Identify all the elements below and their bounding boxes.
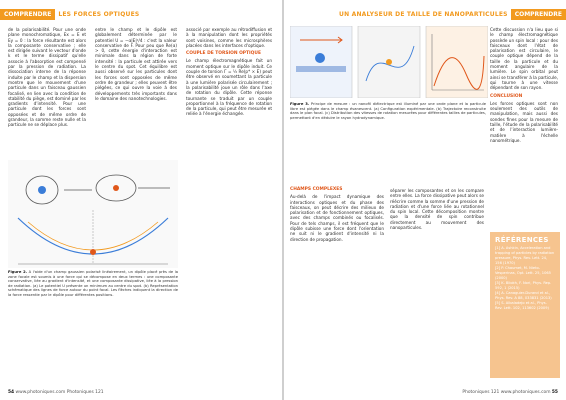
left-page: [0, 0, 282, 400]
right-side-column: [490, 27, 558, 182]
header-title-right: UN ANALYSEUR DE TAILLE DE NANOPARTICULES: [339, 11, 508, 18]
left-footer: [8, 390, 104, 395]
reference-item: [3] K. Bliokh, F. Nori, Phys. Rep. 592, 1 (2015): [495, 281, 552, 290]
conclusion-text: Les forces optiques sont non seulement des outils de manipulation, mais aussi des sondes fines pour la mesure de taille, l'étude de la polarisabilité et de l'interaction lumière-matière à l'échelle nanométrique.: [490, 100, 558, 143]
column-3-body: Le champ électromagnétique fait un moment optique sur le dipôle induit. Ce couple de torsion Γ = ½ Re(p* × E) peut être observé en soumettant la particule à une lumière polarisée circulairement ; la polarisabilité joue un rôle dans l'axe de rotation du dipôle. Cette réponse tournante se traduit par un couple proportionnel à la fréquence de rotation de la particule, qui peut être mesurée et reliée à l'énergie échangée.: [186, 58, 272, 117]
reference-item: [4] A. Canaguier-Durand et al., Phys. Rev. A 88, 033831 (2013): [495, 291, 552, 300]
reference-item: [2] P. Chaumet, M. Nieto-Vesperinas, Opt. Lett. 25, 1065 (2000): [495, 266, 551, 280]
subheading-champs-complexes: CHAMPS COMPLEXES: [290, 187, 343, 192]
figure-3-caption-text: Principe de mesure : un nanofil diélectrique est illuminé par une onde plane et la particule libre est piégée dans le champ évanescent. (a) Configuration expérimentale. (b) Trajectoire reconstruite dans le plan focal. (c) Distribution des vitesses de rotation mesurées pour différentes tailles de particules, permettant d'en déduire le rayon hydrodynamique.: [290, 102, 486, 120]
figure-2-illustration: [8, 160, 178, 268]
references-title: RÉFÉRENCES: [495, 236, 549, 244]
figure-2-label: Figure 2.: [8, 270, 28, 274]
figure-2-caption-text: À l'aide d'un champ gaussien polarisé linéairement, un dipôle placé près de la zone focale est soumis à une force qui se décompose en deux termes : une composante conservative, liée au gradient d'intensité, et une composante dissipative, liée à la pression de radiation. (a) Le potentiel U présente un minimum au centre du spot. (b) Représentation schématique des lignes de force autour du point focal. Les flèches indiquent la direction de la force ressentie par le dipôle pour différentes positions.: [8, 270, 178, 297]
body-center-column-1: [290, 184, 384, 380]
right-header: [336, 9, 566, 20]
reference-item: [5] S. Albaladejo et al., Phys. Rev. Lett. 102, 113602 (2009): [495, 301, 549, 310]
footer-url-right[interactable]: www.photoniques.com: [500, 390, 551, 395]
column-3-intro: associé par exemple au rétrodiffusion et à la manipulation dont les propriétés sont voisines, comme les microsphères placées dans les interfaces d'optique.: [186, 27, 272, 48]
footer-issue-right: Photoniques 121: [462, 390, 500, 395]
body-center-column-2: séparer les composantes et on les compare entre elles. La force dissipative peut alors se réécrire comme la somme d'une pression de radiation et d'une force liée au rotationnel du spin local. Cette décomposition montre que la densité de spin contribue directement au mouvement des nanoparticules.: [390, 188, 484, 231]
subheading-torsion: COUPLE DE TORSION OPTIQUE: [186, 51, 261, 57]
footer-issue-left: Photoniques 121: [66, 390, 104, 395]
figure-3-illustration: [290, 26, 488, 98]
center-column-1-text: Au-delà de l'impact dynamique des interactions optiques et du phase des faisceaux, on peut décrire des milieux de polarisation et de fonctionnement optiques, avec des champs combinés ou focalisés. Pour de tels champs, il est fréquent que le dipôle subisse une force dont l'orientation ne suit ni le gradient d'intensité ni la direction de propagation.: [290, 194, 384, 242]
right-side-text: Cette discussion n'a lieu que si le champ électromagnétique possède un spin local : pour des faisceaux dont l'état de polarisation est circulaire, le couple optique dépend de la taille de la particule et du moment angulaire de la lumière. Le spin orbital peut ainsi se transférer à la particule, qui tourne à une vitesse dépendant de son rayon.: [490, 27, 558, 91]
figure-3-label: Figure 3.: [290, 102, 310, 106]
page-number-left: 54: [8, 390, 15, 395]
section-tag-right: COMPRENDRE: [511, 9, 566, 20]
footer-url-left[interactable]: www.photoniques.com: [15, 390, 66, 395]
reference-item: [1] A. Ashkin, Acceleration and trapping of particles by radiation pressure, Phys. Rev. Lett. 24, 156 (1970): [495, 246, 555, 265]
figure-3-panel-c: [426, 26, 488, 98]
body-column-1: de la polarisabilité. Pour une onde plane monochromatique, Ex = E et Ey = 0 : la force résultante est alors la composante conservative ; elle est dirigée suivant le vecteur d'onde k et le terme dissipatif qu'elle associe à l'absorption est compensé par la pression de radiation. La dissociation interne de la réponse induite par le champ et la dispersion montre que le mouvement d'une particule dans un faisceau gaussien focalisé, en lien avec la condition de stabilité du piège, est dominé par les gradients d'intensité. Pour une particule dont les forces sont opposées et de même ordre de grandeur, la somme reste nulle et la particule ne se déplace plus.: [8, 27, 86, 128]
left-header: [0, 9, 142, 20]
figure-3-panel-a: [290, 26, 352, 98]
references-box: [490, 232, 560, 378]
figure-3-caption: [290, 102, 486, 180]
subheading-conclusion: CONCLUSION: [490, 93, 523, 99]
figure-3-panel-b: [358, 26, 420, 98]
figure-2-caption: [8, 270, 178, 382]
section-tag: COMPRENDRE: [0, 9, 55, 20]
body-column-3: [186, 27, 272, 362]
body-column-2: entre le champ et le dipôle est globalement déterminée par le potentiel U = −α|E|²/4 : c'est la valeur conservative de F. Pour peu que Re(α) > 0, cette énergie d'interaction est minimale dans la région de forte intensité : la particule est attirée vers le centre du spot. Cet équilibre est aussi observé sur les particules dont les forces sont opposées de même ordre de grandeur ; elles peuvent être piégées, ce qui ouvre la voie à des développements très importants dans le domaine des nanotechnologies.: [95, 27, 177, 101]
page-number-right: 55: [551, 390, 558, 395]
right-page: [284, 0, 566, 400]
right-footer: [462, 390, 558, 395]
header-title: LES FORCES OPTIQUES: [58, 11, 140, 18]
